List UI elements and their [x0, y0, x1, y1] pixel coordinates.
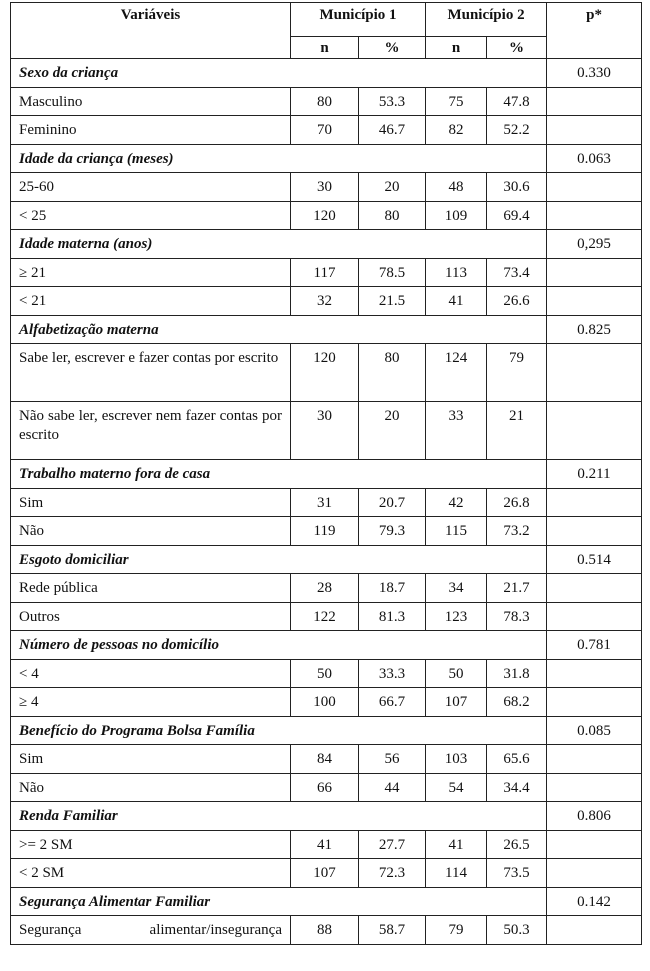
- p-value: 0.781: [547, 631, 642, 660]
- table-row: [11, 574, 642, 603]
- m2-pct: 50.3: [487, 916, 547, 945]
- m2-pct: 34.4: [487, 773, 547, 802]
- section-row: [11, 545, 642, 574]
- row-label: < 25: [11, 201, 291, 230]
- header-municipio-1: Município 1: [291, 3, 426, 37]
- m2-pct: 73.2: [487, 517, 547, 546]
- m2-pct: 52.2: [487, 116, 547, 145]
- p-value: 0.825: [547, 315, 642, 344]
- section-row: [11, 887, 642, 916]
- p-empty: [547, 116, 642, 145]
- table-row: [11, 287, 642, 316]
- m2-n: 75: [426, 87, 487, 116]
- m2-n: 109: [426, 201, 487, 230]
- row-label: Sim: [11, 488, 291, 517]
- m2-n: 113: [426, 258, 487, 287]
- table-row: [11, 87, 642, 116]
- m1-n: 30: [291, 173, 359, 202]
- m1-pct: 81.3: [359, 602, 426, 631]
- m1-n: 107: [291, 859, 359, 888]
- data-table: [10, 2, 642, 945]
- p-empty: [547, 916, 642, 945]
- m1-pct: 44: [359, 773, 426, 802]
- m1-n: 120: [291, 344, 359, 402]
- m1-n: 28: [291, 574, 359, 603]
- section-title: Renda Familiar: [11, 802, 547, 831]
- m1-n: 120: [291, 201, 359, 230]
- p-value: 0.085: [547, 716, 642, 745]
- m2-pct: 30.6: [487, 173, 547, 202]
- p-value: 0.063: [547, 144, 642, 173]
- section-title: Número de pessoas no domicílio: [11, 631, 547, 660]
- section-row: [11, 230, 642, 259]
- section-row: [11, 315, 642, 344]
- m2-pct: 69.4: [487, 201, 547, 230]
- p-empty: [547, 402, 642, 460]
- section-title: Trabalho materno fora de casa: [11, 460, 547, 489]
- p-empty: [547, 659, 642, 688]
- m2-pct: 78.3: [487, 602, 547, 631]
- p-empty: [547, 258, 642, 287]
- header-n: n: [291, 37, 359, 59]
- m1-n: 88: [291, 916, 359, 945]
- p-empty: [547, 201, 642, 230]
- m2-pct: 26.6: [487, 287, 547, 316]
- p-value: 0.211: [547, 460, 642, 489]
- header-variables: Variáveis: [11, 3, 291, 59]
- m2-n: 48: [426, 173, 487, 202]
- row-label: Não sabe ler, escrever nem fazer contas por escrito: [11, 402, 291, 460]
- header-municipio-2: Município 2: [426, 3, 547, 37]
- row-label: < 21: [11, 287, 291, 316]
- p-empty: [547, 773, 642, 802]
- m1-pct: 21.5: [359, 287, 426, 316]
- m2-n: 107: [426, 688, 487, 717]
- table-row: [11, 602, 642, 631]
- m2-pct: 79: [487, 344, 547, 402]
- p-empty: [547, 602, 642, 631]
- header-pct: %: [359, 37, 426, 59]
- row-label: Sim: [11, 745, 291, 774]
- p-empty: [547, 287, 642, 316]
- row-label: Rede pública: [11, 574, 291, 603]
- m1-pct: 56: [359, 745, 426, 774]
- table-row: [11, 659, 642, 688]
- m1-pct: 20: [359, 402, 426, 460]
- section-title: Benefício do Programa Bolsa Família: [11, 716, 547, 745]
- m2-pct: 68.2: [487, 688, 547, 717]
- m2-pct: 73.5: [487, 859, 547, 888]
- m1-pct: 33.3: [359, 659, 426, 688]
- table-row: [11, 201, 642, 230]
- m2-n: 50: [426, 659, 487, 688]
- m1-pct: 80: [359, 344, 426, 402]
- section-row: [11, 631, 642, 660]
- m2-n: 54: [426, 773, 487, 802]
- p-empty: [547, 87, 642, 116]
- p-value: 0.806: [547, 802, 642, 831]
- m2-n: 82: [426, 116, 487, 145]
- p-empty: [547, 745, 642, 774]
- m1-n: 100: [291, 688, 359, 717]
- p-empty: [547, 574, 642, 603]
- p-empty: [547, 830, 642, 859]
- section-title: Alfabetização materna: [11, 315, 547, 344]
- m2-n: 34: [426, 574, 487, 603]
- m1-n: 117: [291, 258, 359, 287]
- m1-pct: 79.3: [359, 517, 426, 546]
- m1-pct: 46.7: [359, 116, 426, 145]
- row-label: Segurança alimentar/insegurança: [11, 916, 291, 945]
- row-label: Masculino: [11, 87, 291, 116]
- section-row: [11, 144, 642, 173]
- m1-n: 66: [291, 773, 359, 802]
- m1-pct: 78.5: [359, 258, 426, 287]
- m2-pct: 21: [487, 402, 547, 460]
- m1-n: 32: [291, 287, 359, 316]
- header-pct: %: [487, 37, 547, 59]
- m1-n: 84: [291, 745, 359, 774]
- p-value: 0.514: [547, 545, 642, 574]
- table-row: [11, 773, 642, 802]
- m2-n: 123: [426, 602, 487, 631]
- table-row: [11, 859, 642, 888]
- row-label: Feminino: [11, 116, 291, 145]
- m1-pct: 53.3: [359, 87, 426, 116]
- m2-pct: 47.8: [487, 87, 547, 116]
- m1-pct: 80: [359, 201, 426, 230]
- table-row: [11, 488, 642, 517]
- m1-n: 122: [291, 602, 359, 631]
- m1-pct: 20.7: [359, 488, 426, 517]
- m2-n: 42: [426, 488, 487, 517]
- table-row: [11, 745, 642, 774]
- header-p-value: p*: [547, 3, 642, 59]
- p-empty: [547, 859, 642, 888]
- m1-pct: 66.7: [359, 688, 426, 717]
- m1-n: 50: [291, 659, 359, 688]
- m2-n: 103: [426, 745, 487, 774]
- section-row: [11, 460, 642, 489]
- row-label: Outros: [11, 602, 291, 631]
- p-value: 0.330: [547, 59, 642, 88]
- table-row: [11, 402, 642, 460]
- table-row: [11, 916, 642, 945]
- section-row: [11, 716, 642, 745]
- row-label: >= 2 SM: [11, 830, 291, 859]
- m1-pct: 18.7: [359, 574, 426, 603]
- m1-pct: 72.3: [359, 859, 426, 888]
- table-row: [11, 830, 642, 859]
- section-row: [11, 59, 642, 88]
- section-row: [11, 802, 642, 831]
- row-label: < 4: [11, 659, 291, 688]
- m2-pct: 21.7: [487, 574, 547, 603]
- m1-n: 80: [291, 87, 359, 116]
- p-empty: [547, 488, 642, 517]
- m2-n: 114: [426, 859, 487, 888]
- m1-n: 31: [291, 488, 359, 517]
- header-n: n: [426, 37, 487, 59]
- table-row: [11, 517, 642, 546]
- m2-n: 41: [426, 830, 487, 859]
- section-title: Sexo da criança: [11, 59, 547, 88]
- row-label: 25-60: [11, 173, 291, 202]
- m1-n: 119: [291, 517, 359, 546]
- p-empty: [547, 173, 642, 202]
- m2-n: 41: [426, 287, 487, 316]
- section-title: Esgoto domiciliar: [11, 545, 547, 574]
- section-title: Idade da criança (meses): [11, 144, 547, 173]
- section-title: Idade materna (anos): [11, 230, 547, 259]
- table-row: [11, 116, 642, 145]
- table-row: [11, 688, 642, 717]
- m1-pct: 27.7: [359, 830, 426, 859]
- m2-pct: 26.5: [487, 830, 547, 859]
- m1-pct: 58.7: [359, 916, 426, 945]
- m2-pct: 65.6: [487, 745, 547, 774]
- table-row: [11, 258, 642, 287]
- section-title: Segurança Alimentar Familiar: [11, 887, 547, 916]
- table-row: [11, 344, 642, 402]
- m2-n: 124: [426, 344, 487, 402]
- p-empty: [547, 688, 642, 717]
- m2-n: 79: [426, 916, 487, 945]
- row-label: ≥ 4: [11, 688, 291, 717]
- m1-n: 30: [291, 402, 359, 460]
- row-label: < 2 SM: [11, 859, 291, 888]
- row-label: Não: [11, 517, 291, 546]
- m2-n: 115: [426, 517, 487, 546]
- p-empty: [547, 517, 642, 546]
- m2-pct: 26.8: [487, 488, 547, 517]
- p-value: 0.142: [547, 887, 642, 916]
- m2-n: 33: [426, 402, 487, 460]
- row-label: Sabe ler, escrever e fazer contas por escrito: [11, 344, 291, 402]
- m2-pct: 73.4: [487, 258, 547, 287]
- m2-pct: 31.8: [487, 659, 547, 688]
- m1-pct: 20: [359, 173, 426, 202]
- p-value: 0,295: [547, 230, 642, 259]
- p-empty: [547, 344, 642, 402]
- row-label: Não: [11, 773, 291, 802]
- m1-n: 41: [291, 830, 359, 859]
- m1-n: 70: [291, 116, 359, 145]
- table-row: [11, 173, 642, 202]
- row-label: ≥ 21: [11, 258, 291, 287]
